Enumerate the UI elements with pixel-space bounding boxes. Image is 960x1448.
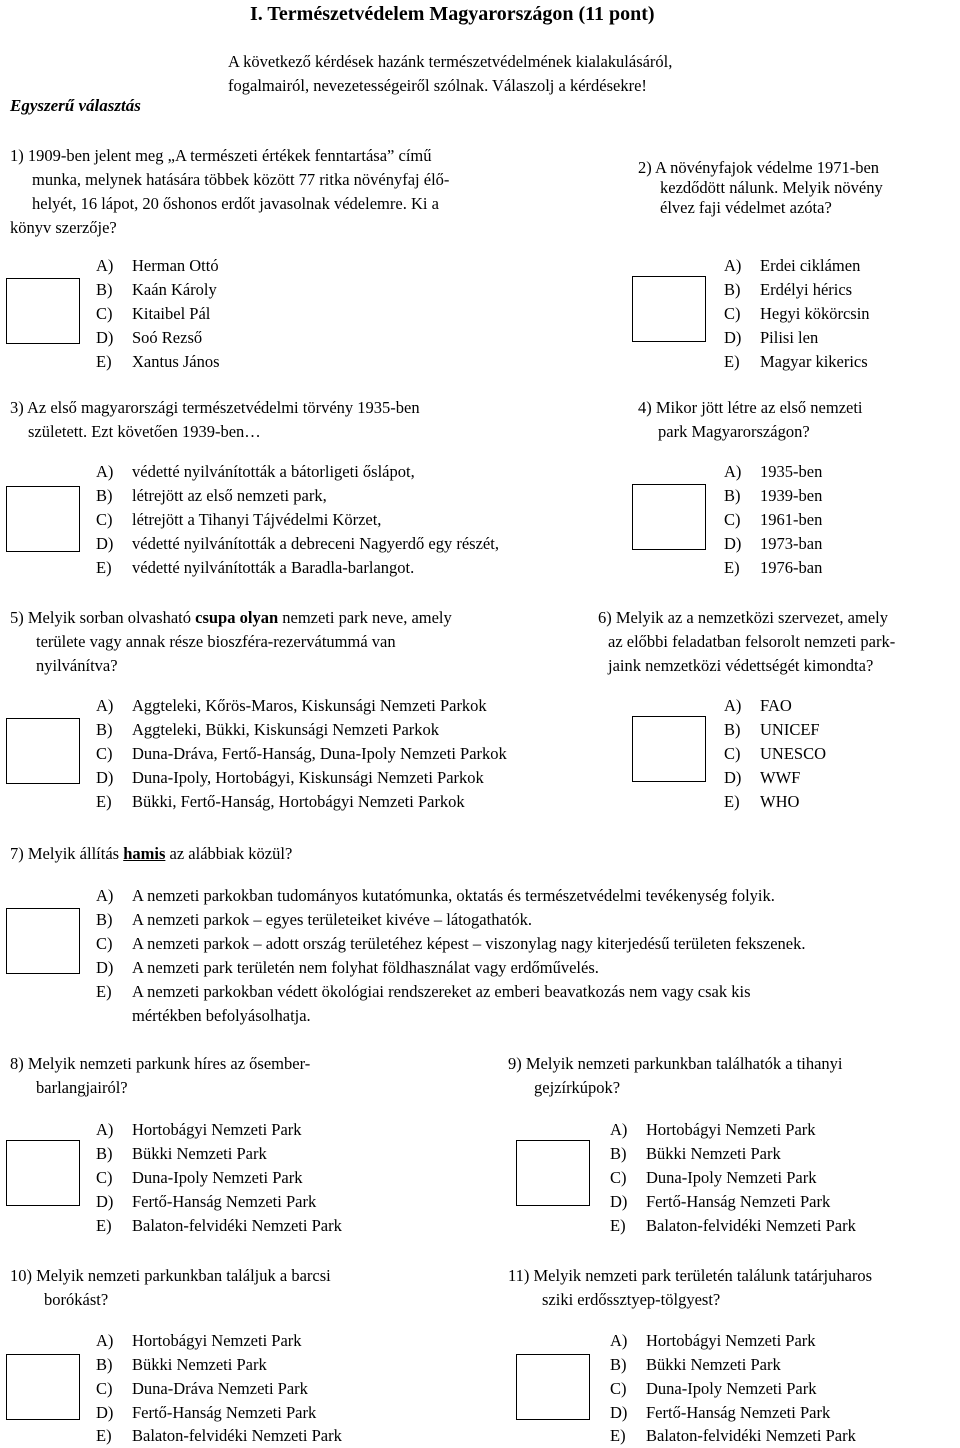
option-b: B) Bükki Nemzeti Park — [610, 1355, 781, 1374]
question-6-line: az előbbi feladatban felsorolt nemzeti park- — [608, 632, 896, 651]
option-d: D) A nemzeti park területén nem folyhat földhasználat vagy erdőművelés. — [96, 958, 599, 977]
intro-line-1: A következő kérdések hazánk természetvédelmének kialakulásáról, — [228, 52, 673, 71]
question-1-line: munka, melynek hatására többek között 77 ritka növényfaj élő- — [32, 170, 450, 189]
question-8-line: barlangjairól? — [36, 1078, 128, 1097]
answer-box-q7[interactable] — [6, 908, 80, 974]
option-d: D) Fertő-Hanság Nemzeti Park — [96, 1192, 317, 1211]
question-11-line: sziki erdőssztyep-tölgyest? — [542, 1290, 721, 1309]
question-8 — [10, 1052, 310, 1100]
option-d: D) védetté nyilvánították a debreceni Nagyerdő egy részét, — [96, 534, 499, 553]
option-e: E) Balaton-felvidéki Nemzeti Park — [96, 1426, 342, 1445]
section-heading: Egyszerű választás — [10, 96, 141, 115]
question-1-line: 1) 1909-ben jelent meg „A természeti értékek fenntartása” című — [10, 146, 432, 165]
page-title: I. Természetvédelem Magyarországon (11 pont) — [250, 3, 655, 25]
option-c: C) A nemzeti parkok – adott ország területéhez képest – viszonylag nagy kiterjedésű területen fekszenek. — [96, 934, 806, 953]
option-e: E) Xantus János — [96, 352, 220, 371]
option-c: C) Hegyi kökörcsin — [724, 304, 870, 323]
option-c: C) Duna-Dráva Nemzeti Park — [96, 1379, 308, 1398]
question-3-line: 3) Az első magyarországi természetvédelmi törvény 1935-ben — [10, 398, 420, 417]
option-a: A) Herman Ottó — [96, 256, 219, 275]
answer-box-q4[interactable] — [632, 484, 706, 550]
option-e: E) WHO — [724, 792, 800, 811]
question-9-line: 9) Melyik nemzeti parkunkban találhatók a tihanyi — [508, 1054, 843, 1073]
option-b: B) Bükki Nemzeti Park — [96, 1144, 267, 1163]
option-b: B) A nemzeti parkok – egyes területeiket kivéve – látogathatók. — [96, 910, 532, 929]
option-b: B) Bükki Nemzeti Park — [96, 1355, 267, 1374]
question-3-line: született. Ezt követően 1939-ben… — [28, 422, 261, 441]
option-d: D) Fertő-Hanság Nemzeti Park — [610, 1403, 831, 1422]
question-10-line: borókást? — [44, 1290, 109, 1309]
option-a: A) FAO — [724, 696, 792, 715]
option-d: D) Fertő-Hanság Nemzeti Park — [96, 1403, 317, 1422]
option-b: B) 1939-ben — [724, 486, 823, 505]
option-c: C) 1961-ben — [724, 510, 823, 529]
option-b: B) Kaán Károly — [96, 280, 217, 299]
option-d: D) WWF — [724, 768, 801, 787]
option-d: D) Fertő-Hanság Nemzeti Park — [610, 1192, 831, 1211]
question-10 — [10, 1264, 331, 1312]
option-a: A) 1935-ben — [724, 462, 823, 481]
question-4-line: park Magyarországon? — [658, 422, 810, 441]
question-11-line: 11) Melyik nemzeti park területén találunk tatárjuharos — [508, 1266, 873, 1285]
option-c: C) Duna-Ipoly Nemzeti Park — [610, 1379, 817, 1398]
question-2-line: kezdődött nálunk. Melyik növény — [660, 178, 883, 197]
answer-box-q6[interactable] — [632, 716, 706, 782]
option-b: B) létrejött az első nemzeti park, — [96, 486, 327, 505]
option-c: C) Kitaibel Pál — [96, 304, 211, 323]
option-d: D) Soó Rezső — [96, 328, 203, 347]
option-c: C) Duna-Ipoly Nemzeti Park — [610, 1168, 817, 1187]
answer-box-q9[interactable] — [516, 1140, 590, 1206]
question-1-line: helyét, 16 lápot, 20 őshonos erdőt javasolnak védelemre. Ki a — [32, 194, 439, 213]
question-2-line: élvez faji védelmet azóta? — [660, 198, 832, 217]
option-e: E) Balaton-felvidéki Nemzeti Park — [610, 1216, 856, 1235]
option-a: A) Hortobágyi Nemzeti Park — [610, 1120, 816, 1139]
option-b: B) UNICEF — [724, 720, 820, 739]
option-d: D) Duna-Ipoly, Hortobágyi, Kiskunsági Nemzeti Parkok — [96, 768, 484, 787]
option-a: A) Hortobágyi Nemzeti Park — [96, 1331, 302, 1350]
option-a: A) Aggteleki, Kőrös-Maros, Kiskunsági Nemzeti Parkok — [96, 696, 487, 715]
question-10-line: 10) Melyik nemzeti parkunkban találjuk a barcsi — [10, 1266, 331, 1285]
option-b: B) Erdélyi hérics — [724, 280, 853, 299]
answer-box-q10[interactable] — [6, 1354, 80, 1420]
question-9 — [508, 1052, 842, 1100]
question-2 — [638, 156, 883, 220]
option-a: A) Erdei ciklámen — [724, 256, 861, 275]
intro-line-2: fogalmairól, nevezetességeiről szólnak. Válaszolj a kérdésekre! — [228, 76, 647, 95]
option-e: E) 1976-ban — [724, 558, 823, 577]
option-b: B) Aggteleki, Bükki, Kiskunsági Nemzeti Parkok — [96, 720, 440, 739]
option-a: A) A nemzeti parkokban tudományos kutatómunka, oktatás és természetvédelmi tevékenység folyik. — [96, 886, 775, 905]
option-e: E) védetté nyilvánították a Baradla-barlangot. — [96, 558, 415, 577]
question-2-line: 2) A növényfajok védelme 1971-ben — [638, 158, 880, 177]
option-d: D) Pilisi len — [724, 328, 819, 347]
question-6-line: jaink nemzetközi védettségét kimondta? — [608, 656, 874, 675]
question-7-line: 7) Melyik állítás hamis az alábbiak közül? — [10, 844, 293, 863]
question-1-line: könyv szerzője? — [10, 218, 117, 237]
option-e: E) Magyar kikerics — [724, 352, 868, 371]
option-e: E) Balaton-felvidéki Nemzeti Park — [96, 1216, 342, 1235]
question-4 — [638, 396, 863, 444]
question-8-line: 8) Melyik nemzeti parkunk híres az ősember- — [10, 1054, 311, 1073]
option-c: C) UNESCO — [724, 744, 827, 763]
answer-box-q11[interactable] — [516, 1354, 590, 1420]
question-5 — [10, 606, 452, 678]
answer-box-q2[interactable] — [632, 276, 706, 342]
question-6 — [598, 606, 895, 678]
question-5-line: nyilvánítva? — [36, 656, 118, 675]
question-7 — [10, 842, 292, 866]
answer-box-q8[interactable] — [6, 1140, 80, 1206]
option-e-continued: mértékben befolyásolhatja. — [132, 1006, 311, 1025]
question-4-line: 4) Mikor jött létre az első nemzeti — [638, 398, 863, 417]
option-c: C) létrejött a Tihanyi Tájvédelmi Körzet, — [96, 510, 382, 529]
option-c: C) Duna-Dráva, Fertő-Hanság, Duna-Ipoly Nemzeti Parkok — [96, 744, 507, 763]
question-6-line: 6) Melyik az a nemzetközi szervezet, amely — [598, 608, 888, 627]
answer-box-q5[interactable] — [6, 718, 80, 784]
question-11 — [508, 1264, 872, 1312]
question-5-line: 5) Melyik sorban olvasható csupa olyan nemzeti park neve, amely — [10, 608, 452, 627]
option-d: D) 1973-ban — [724, 534, 823, 553]
option-e: E) Balaton-felvidéki Nemzeti Park — [610, 1426, 856, 1445]
option-c: C) Duna-Ipoly Nemzeti Park — [96, 1168, 303, 1187]
option-a: A) Hortobágyi Nemzeti Park — [610, 1331, 816, 1350]
option-a: A) védetté nyilvánították a bátorligeti őslápot, — [96, 462, 415, 481]
answer-box-q1[interactable] — [6, 278, 80, 344]
question-1 — [10, 144, 449, 240]
question-9-line: gejzírkúpok? — [534, 1078, 621, 1097]
option-a: A) Hortobágyi Nemzeti Park — [96, 1120, 302, 1139]
question-3 — [10, 396, 420, 444]
question-5-line: területe vagy annak része bioszféra-rezervátummá van — [36, 632, 396, 651]
answer-box-q3[interactable] — [6, 486, 80, 552]
option-b: B) Bükki Nemzeti Park — [610, 1144, 781, 1163]
option-e: E) Bükki, Fertő-Hanság, Hortobágyi Nemzeti Parkok — [96, 792, 465, 811]
option-e: E) A nemzeti parkokban védett ökológiai rendszereket az emberi beavatkozás nem vagy csak kis — [96, 982, 751, 1001]
